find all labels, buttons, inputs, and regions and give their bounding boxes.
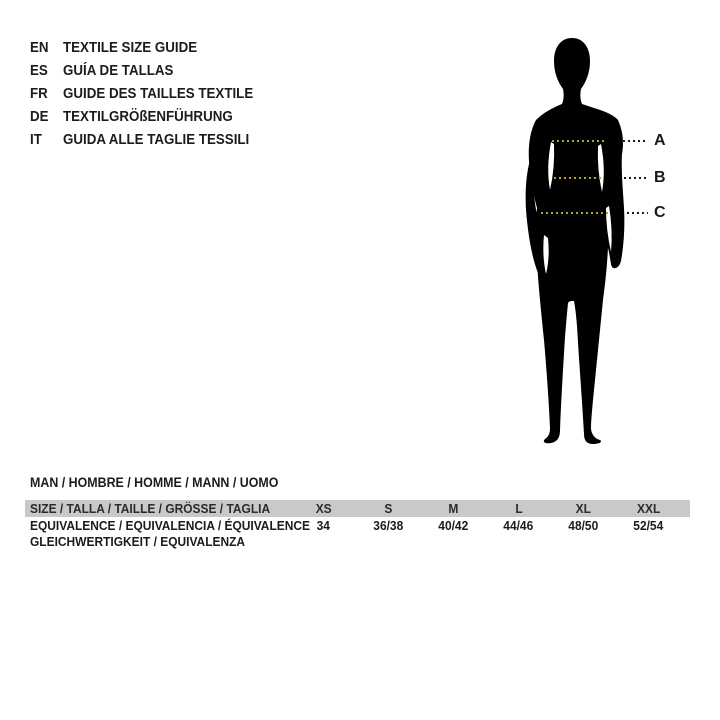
- language-code: EN: [30, 40, 49, 56]
- equivalence-col-xl: [551, 518, 616, 534]
- equivalence-col-s: [356, 518, 421, 534]
- size-header-label: [25, 501, 291, 516]
- equivalence-value: 48/50: [568, 518, 599, 533]
- equivalence-value: 52/54: [633, 518, 664, 533]
- equivalence-value: 34: [316, 518, 331, 533]
- equivalence-value: 44/46: [503, 518, 534, 533]
- equivalence-label-line2-text: GLEICHWERTIGKEIT / EQUIVALENZA: [30, 534, 246, 549]
- measure-dots-on-body: [554, 177, 601, 179]
- size-table-header: [25, 500, 690, 517]
- language-title: TEXTILGRÖßENFÜHRUNG: [63, 109, 233, 125]
- equivalence-label: [25, 518, 310, 534]
- measure-dots-leader: [624, 177, 646, 179]
- language-row-de: [30, 106, 270, 129]
- language-row-en: [30, 37, 270, 60]
- category-title: [30, 475, 300, 491]
- language-title: GUIDA ALLE TAGLIE TESSILI: [63, 132, 250, 148]
- measure-dots-on-body: [552, 140, 606, 142]
- size-value: M: [448, 501, 459, 516]
- size-value: XS: [315, 501, 332, 516]
- language-title: TEXTILE SIZE GUIDE: [63, 40, 198, 56]
- size-col-l: [486, 501, 551, 516]
- language-title: GUÍA DE TALLAS: [63, 63, 174, 79]
- equivalence-row: [25, 518, 690, 534]
- measure-dots-on-body: [541, 212, 609, 214]
- woman-silhouette-icon: [480, 30, 720, 450]
- language-row-fr: [30, 83, 270, 106]
- language-row-es: [30, 60, 270, 83]
- size-value: XXL: [636, 501, 661, 516]
- size-col-xxl: [616, 501, 681, 516]
- measure-dots-leader: [623, 140, 648, 142]
- language-list: [30, 37, 270, 152]
- size-col-m: [421, 501, 486, 516]
- category-title-text: MAN / HOMBRE / HOMME / MANN / UOMO: [30, 475, 279, 490]
- measure-dots-leader: [627, 212, 648, 214]
- size-value: XL: [575, 501, 592, 516]
- size-col-xl: [551, 501, 616, 516]
- size-guide-figure: [480, 30, 720, 450]
- size-header-label-text: SIZE / TALLA / TAILLE / GRÖSSE / TAGLIA: [30, 501, 271, 516]
- language-row-it: [30, 129, 270, 152]
- language-title: GUIDE DES TAILLES TEXTILE: [63, 86, 254, 102]
- equivalence-value: 36/38: [373, 518, 404, 533]
- equivalence-col-xxl: [616, 518, 681, 534]
- measure-label-c: C: [654, 204, 666, 221]
- language-code: FR: [30, 86, 48, 102]
- measure-label-b: B: [654, 169, 666, 186]
- size-col-xs: [291, 501, 356, 516]
- equivalence-col-l: [486, 518, 551, 534]
- language-code: IT: [30, 132, 42, 148]
- equivalence-col-m: [421, 518, 486, 534]
- size-value: S: [384, 501, 393, 516]
- equivalence-value: 40/42: [438, 518, 469, 533]
- measure-label-a: A: [654, 132, 666, 149]
- size-value: L: [514, 501, 523, 516]
- size-col-s: [356, 501, 421, 516]
- language-code: ES: [30, 63, 48, 79]
- language-code: DE: [30, 109, 49, 125]
- equivalence-label-text: EQUIVALENCE / EQUIVALENCIA / ÉQUIVALENCE: [30, 518, 310, 533]
- equivalence-label-line2: [30, 535, 264, 549]
